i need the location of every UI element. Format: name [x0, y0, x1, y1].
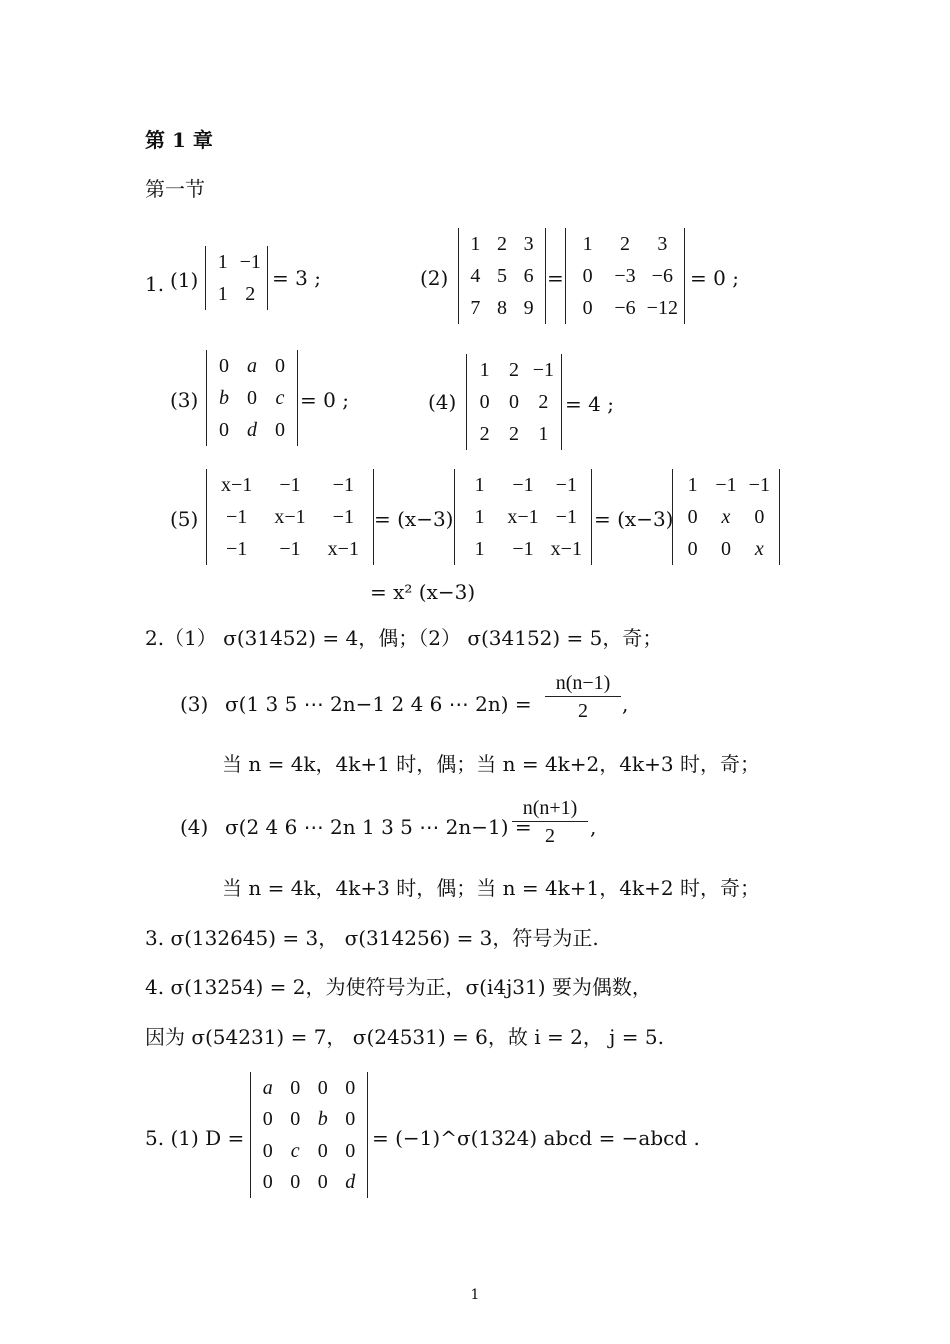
problem-2-3-fraction — [545, 672, 621, 723]
matrix-entry: x — [754, 538, 764, 560]
matrix-entry: −1 — [715, 474, 737, 496]
matrix-1-2a — [458, 228, 546, 324]
problem-4-line-2: 因为 σ(54231) = 7， σ(24531) = 6，故 i = 2， j = 5. — [145, 1025, 664, 1049]
matrix-entry: 5 — [496, 265, 507, 287]
matrix-entry: 0 — [345, 1076, 356, 1099]
matrix-entry: 0 — [508, 391, 519, 413]
matrix-entry: 0 — [262, 1108, 273, 1131]
matrix-entry: 2 — [619, 233, 630, 255]
matrix-entry: −1 — [555, 506, 577, 528]
matrix-entry: c — [275, 387, 285, 409]
matrix-entry: 0 — [317, 1171, 328, 1194]
matrix-entry: 0 — [582, 265, 593, 287]
matrix-entry: −1 — [532, 359, 554, 381]
matrix-entry: −1 — [239, 251, 261, 273]
matrix-entry: d — [345, 1171, 356, 1194]
problem-2-4-expr: σ(2 4 6 ⋯ 2n 1 3 5 ⋯ 2n−1) = — [225, 815, 532, 839]
matrix-entry: 2 — [508, 423, 519, 445]
matrix-entry: 1 — [474, 506, 485, 528]
matrix-entry: −1 — [332, 506, 354, 528]
problem-2-3-denominator: 2 — [578, 700, 588, 722]
matrix-entry: 1 — [474, 474, 485, 496]
matrix-entry: a — [247, 355, 257, 377]
matrix-entry: −6 — [651, 265, 673, 287]
problem-2-4-numerator: n(n+1) — [512, 797, 588, 822]
matrix-entry: 1 — [538, 423, 549, 445]
matrix-entry: 0 — [275, 419, 285, 441]
matrix-entry: 3 — [657, 233, 668, 255]
problem-1-1-label: (1) — [170, 268, 199, 292]
problem-2-3-expr: σ(1 3 5 ⋯ 2n−1 2 4 6 ⋯ 2n) = — [225, 692, 532, 716]
matrix-entry: 2 — [245, 283, 256, 305]
matrix-entry: 0 — [345, 1108, 356, 1131]
problem-1-5-eq2: = (x−3) — [594, 507, 674, 531]
matrix-entry: x−1 — [327, 538, 359, 560]
matrix-entry: 0 — [219, 355, 229, 377]
problem-1-2-label: (2) — [420, 266, 449, 290]
matrix-entry: −12 — [646, 297, 678, 319]
problem-3: 3. σ(132645) = 3， σ(314256) = 3，符号为正. — [145, 926, 599, 950]
matrix-entry: 0 — [479, 391, 490, 413]
matrix-entry: c — [290, 1139, 300, 1162]
matrix-entry: 1 — [470, 233, 481, 255]
matrix-entry: d — [247, 419, 257, 441]
matrix-entry: −6 — [614, 297, 636, 319]
problem-2-4-label: (4) — [180, 815, 209, 839]
matrix-entry: 6 — [523, 265, 534, 287]
matrix-entry: x−1 — [550, 538, 582, 560]
matrix-entry: 0 — [720, 538, 731, 560]
matrix-entry: 2 — [538, 391, 549, 413]
matrix-entry: 0 — [345, 1139, 356, 1162]
problem-1-2-eq: = — [547, 266, 564, 290]
matrix-entry: −1 — [279, 474, 301, 496]
matrix-entry: b — [219, 387, 229, 409]
matrix-entry: 0 — [290, 1076, 301, 1099]
matrix-entry: 0 — [262, 1171, 273, 1194]
problem-2-3-note: 当 n = 4k，4k+1 时，偶；当 n = 4k+2，4k+3 时，奇； — [222, 752, 760, 776]
matrix-entry: 3 — [523, 233, 534, 255]
problem-2-4-denominator: 2 — [545, 825, 555, 847]
matrix-entry: −1 — [512, 474, 534, 496]
problem-1-3-label: (3) — [170, 388, 199, 412]
matrix-entry: 1 — [687, 474, 698, 496]
matrix-entry: 2 — [479, 423, 490, 445]
matrix-entry: 2 — [508, 359, 519, 381]
problem-1-4-result: = 4 ; — [565, 392, 614, 416]
page-number: 1 — [470, 1287, 480, 1303]
matrix-entry: x−1 — [274, 506, 306, 528]
matrix-entry: 8 — [496, 297, 507, 319]
matrix-entry: 1 — [479, 359, 490, 381]
matrix-1-5a — [206, 469, 374, 565]
problem-2-4-comma: , — [590, 815, 597, 839]
section-title: 第一节 — [145, 177, 205, 201]
matrix-entry: 0 — [262, 1139, 273, 1162]
matrix-1-3 — [206, 350, 298, 446]
chapter-title: 第 1 章 — [145, 128, 213, 152]
matrix-entry: 9 — [523, 297, 534, 319]
matrix-entry: 2 — [496, 233, 507, 255]
matrix-entry: 0 — [582, 297, 593, 319]
matrix-entry: x — [721, 506, 731, 528]
matrix-entry: −1 — [226, 506, 248, 528]
matrix-1-2b — [565, 228, 685, 324]
problem-2-4-fraction — [512, 797, 588, 848]
problem-1-number: 1. — [145, 272, 165, 296]
matrix-5 — [250, 1072, 368, 1198]
matrix-entry: 0 — [687, 506, 698, 528]
problem-2-4-note: 当 n = 4k，4k+3 时，偶；当 n = 4k+1，4k+2 时，奇； — [222, 876, 760, 900]
matrix-entry: x−1 — [507, 506, 539, 528]
matrix-entry: −1 — [279, 538, 301, 560]
problem-1-1-result: = 3 ; — [272, 266, 321, 290]
problem-2-3-label: (3) — [180, 692, 209, 716]
matrix-entry: 0 — [275, 355, 285, 377]
matrix-entry: 1 — [217, 251, 228, 273]
matrix-entry: 1 — [582, 233, 593, 255]
problem-1-5-final: = x² (x−3) — [370, 580, 476, 604]
problem-4-line-1: 4. σ(13254) = 2，为使符号为正，σ(i4j31) 要为偶数， — [145, 975, 652, 999]
matrix-entry: b — [317, 1108, 328, 1131]
matrix-entry: 0 — [317, 1139, 328, 1162]
problem-5-prefix: 5. (1) D = — [145, 1126, 245, 1150]
matrix-entry: 7 — [470, 297, 481, 319]
problem-2-3-numerator: n(n−1) — [545, 672, 621, 697]
matrix-entry: 0 — [290, 1108, 301, 1131]
matrix-entry: −1 — [512, 538, 534, 560]
problem-1-5-label: (5) — [170, 507, 199, 531]
matrix-entry: 0 — [317, 1076, 328, 1099]
problem-1-3-result: = 0 ; — [300, 388, 349, 412]
problem-2-3-comma: , — [622, 692, 629, 716]
matrix-entry: 0 — [754, 506, 765, 528]
matrix-entry: −1 — [332, 474, 354, 496]
problem-1-5-eq1: = (x−3) — [374, 507, 454, 531]
matrix-entry: −1 — [226, 538, 248, 560]
matrix-entry: 4 — [470, 265, 481, 287]
problem-2-line-1: 2.（1） σ(31452) = 4，偶；（2） σ(34152) = 5，奇； — [145, 626, 663, 650]
matrix-entry: 0 — [290, 1171, 301, 1194]
matrix-1-5c — [672, 469, 780, 565]
problem-5-result: = (−1)^σ(1324) abcd = −abcd . — [372, 1126, 700, 1150]
matrix-entry: x−1 — [221, 474, 253, 496]
matrix-1-5b — [454, 469, 592, 565]
matrix-entry: 0 — [247, 387, 257, 409]
matrix-entry: 1 — [474, 538, 485, 560]
matrix-entry: a — [262, 1076, 273, 1099]
matrix-entry: −1 — [555, 474, 577, 496]
problem-1-4-label: (4) — [428, 390, 457, 414]
matrix-1-4 — [466, 354, 562, 450]
matrix-entry: 0 — [687, 538, 698, 560]
matrix-entry: −1 — [748, 474, 770, 496]
matrix-1-1 — [205, 246, 268, 310]
matrix-entry: −3 — [614, 265, 636, 287]
matrix-entry: 0 — [219, 419, 229, 441]
matrix-entry: 1 — [217, 283, 228, 305]
problem-1-2-result: = 0 ; — [690, 266, 739, 290]
